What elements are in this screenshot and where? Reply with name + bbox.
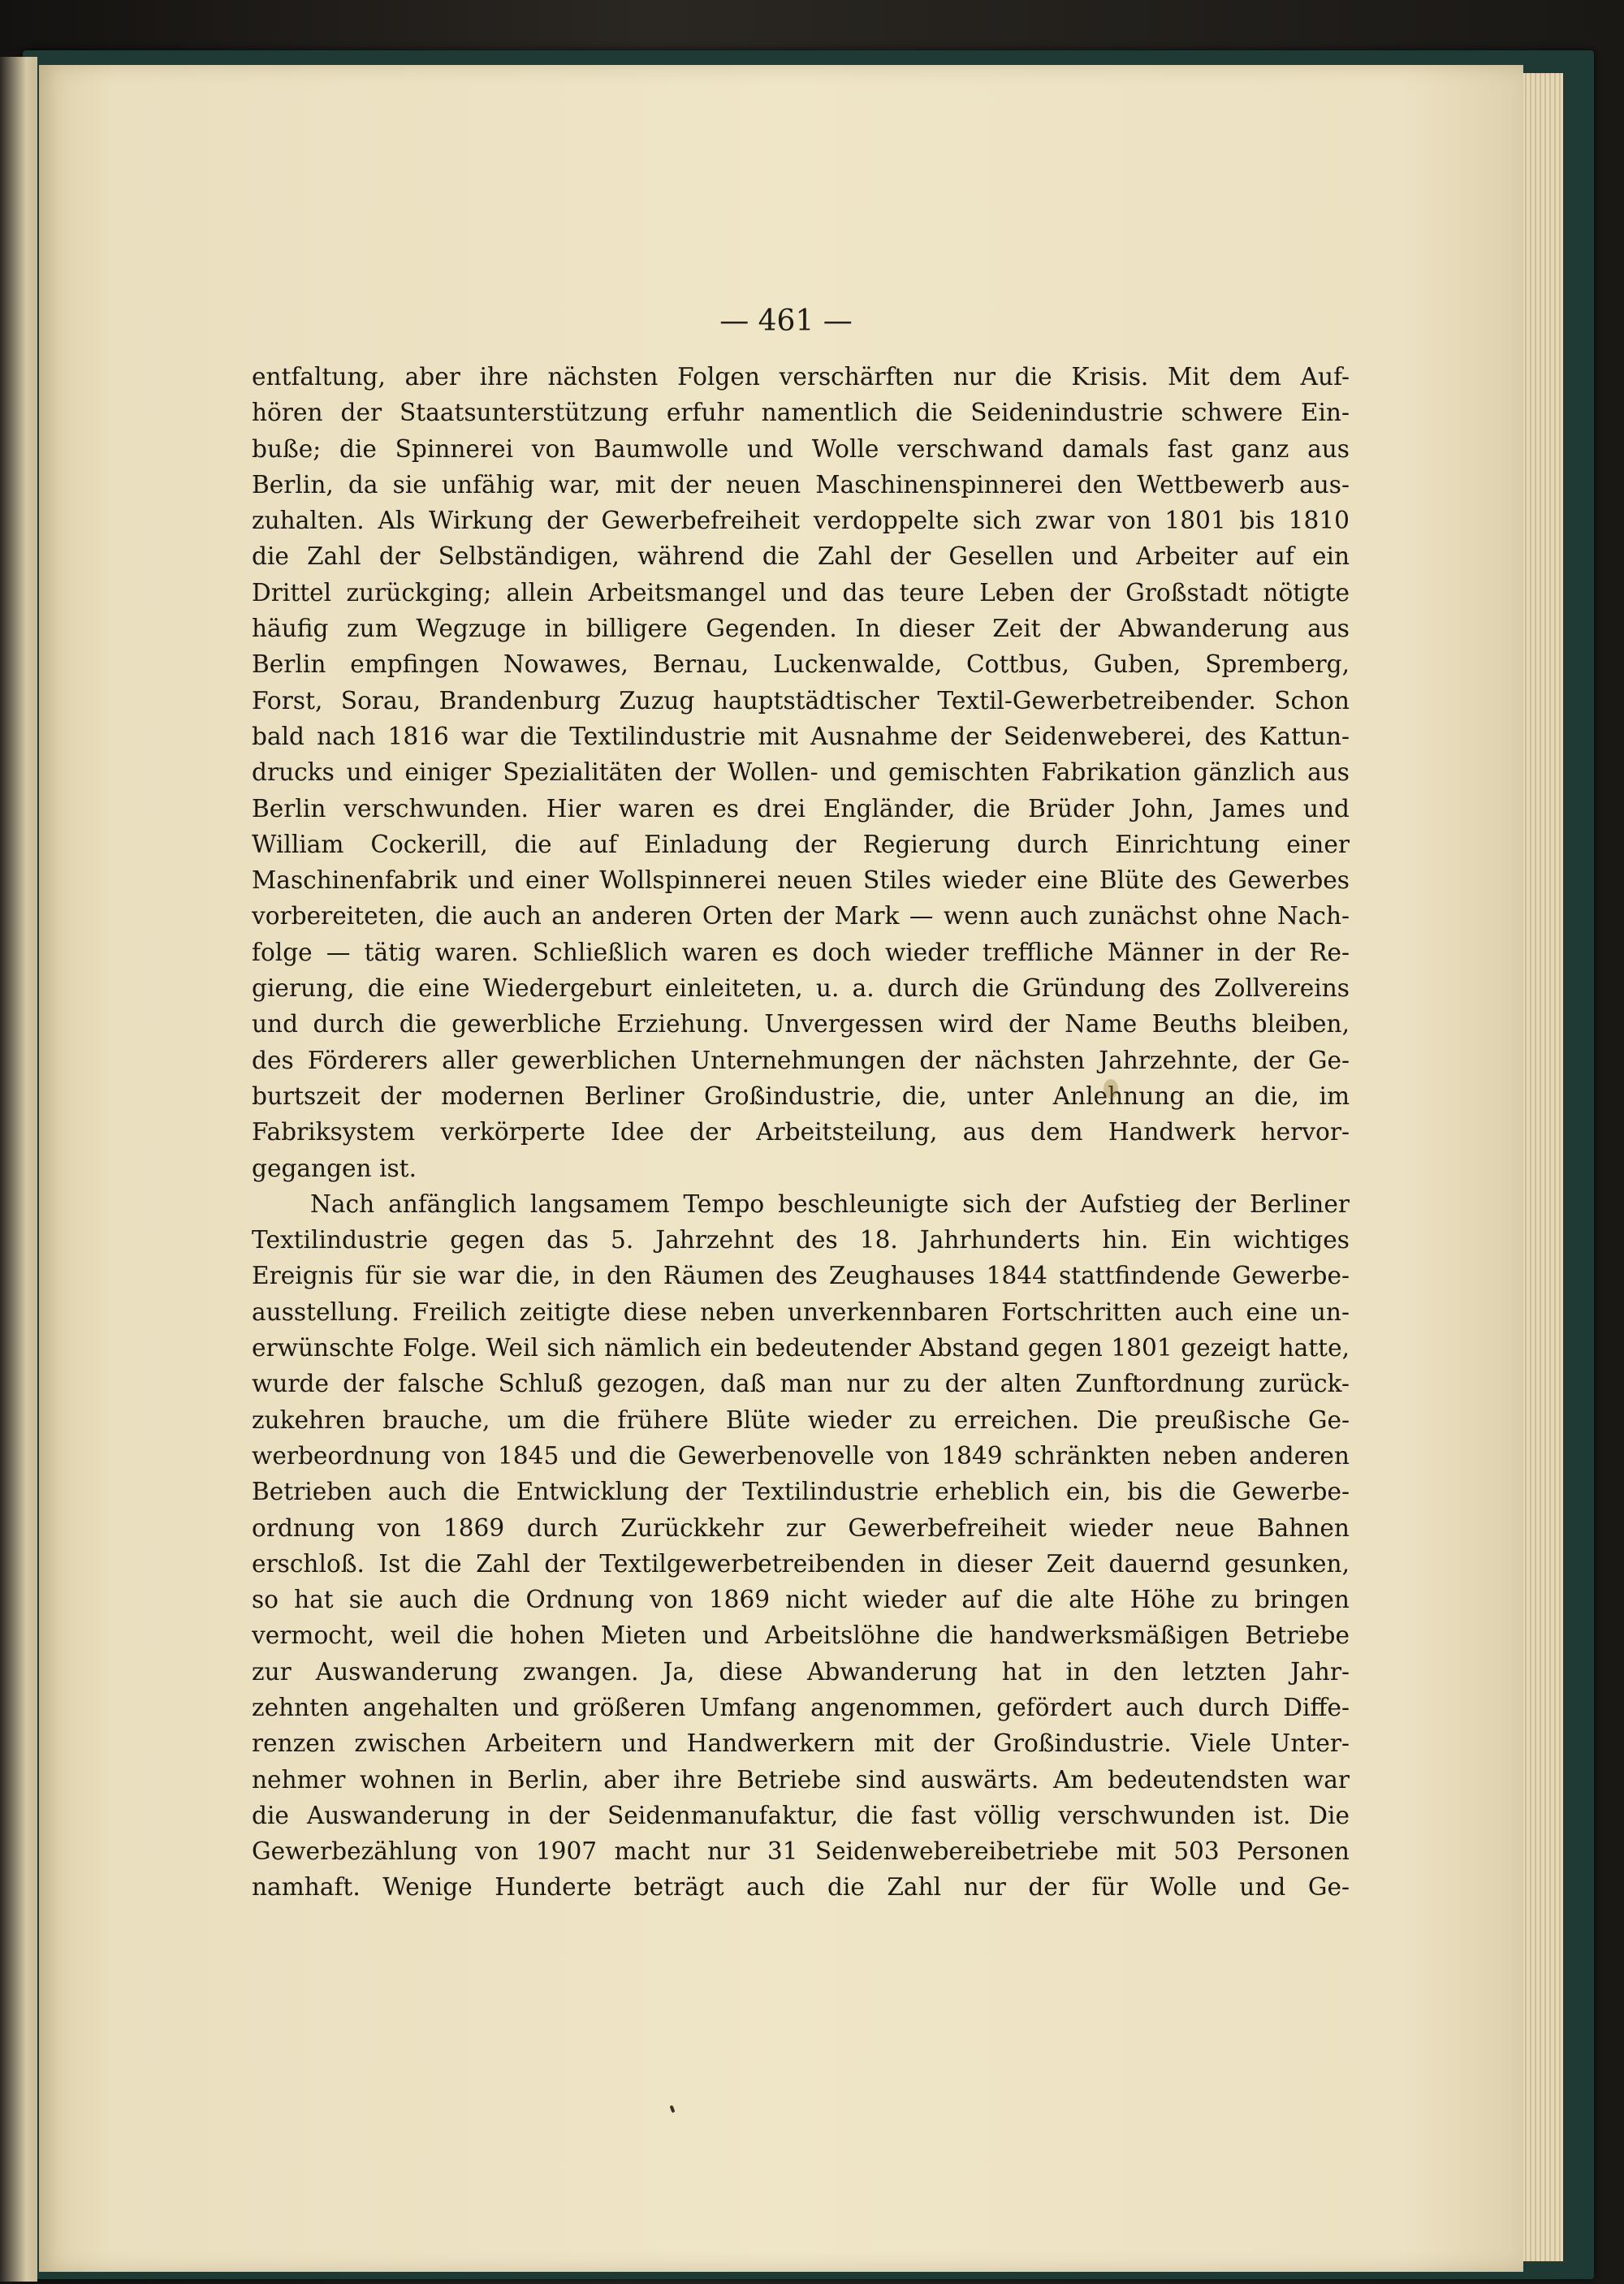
text-line: zuhalten. Als Wirkung der Gewerbefreiheit verdoppelte sich zwar von 1801 bis 1810 [252,507,1350,535]
text-line: buße; die Spinnerei von Baumwolle und Wolle verschwand damals fast ganz aus [252,434,1350,463]
text-line: wurde der falsche Schluß gezogen, daß man nur zu der alten Zunftordnung zurück- [252,1370,1350,1398]
text-line: Textilindustrie gegen das 5. Jahrzehnt des 18. Jahrhunderts hin. Ein wichtiges [252,1226,1350,1254]
text-line: Berlin, da sie unfähig war, mit der neuen Maschinenspinnerei den Wettbewerb aus- [252,470,1350,499]
text-line: gegangen ist. [252,1154,417,1182]
text-line: drucks und einiger Spezialitäten der Wollen- und gemischten Fabrikation gänzlich aus [252,758,1350,787]
text-line: Nach anfänglich langsamem Tempo beschleunigte sich der Aufstieg der Berliner [310,1189,1350,1218]
text-line: zehnten angehalten und größeren Umfang angenommen, gefördert auch durch Diffe- [252,1693,1350,1721]
text-line: vermocht, weil die hohen Mieten und Arbeitslöhne die handwerksmäßigen Betriebe [252,1621,1350,1650]
text-line: Drittel zurückging; allein Arbeitsmangel und das teure Leben der Großstadt nötigte [252,578,1350,607]
text-line: entfaltung, aber ihre nächsten Folgen verschärften nur die Krisis. Mit dem Auf- [252,363,1350,391]
text-line: erschloß. Ist die Zahl der Textilgewerbetreibenden in dieser Zeit dauernd gesunken, [252,1549,1350,1578]
text-line: häufig zum Wegzuge in billigere Gegenden. In dieser Zeit der Abwanderung aus [252,615,1350,643]
text-line: Berlin empfingen Nowawes, Bernau, Luckenwalde, Cottbus, Guben, Spremberg, [252,650,1350,679]
text-line: zur Auswanderung zwangen. Ja, diese Abwanderung hat in den letzten Jahr- [252,1657,1350,1686]
text-line: ordnung von 1869 durch Zurückkehr zur Gewerbefreiheit wieder neue Bahnen [252,1513,1350,1542]
text-line: Gewerbezählung von 1907 macht nur 31 Seidenwebereibetriebe mit 503 Personen [252,1837,1350,1866]
text-line: hören der Staatsunterstützung erfuhr namentlich die Seidenindustrie schwere Ein- [252,399,1350,427]
text-line: Ereignis für sie war die, in den Räumen des Zeughauses 1844 stattfindende Gewerbe- [252,1262,1350,1290]
text-line: bald nach 1816 war die Textilindustrie mit Ausnahme der Seidenweberei, des Kattun- [252,722,1350,750]
text-line: die Auswanderung in der Seidenmanufaktur, die fast völlig verschwunden ist. Die [252,1801,1350,1829]
text-line: gierung, die eine Wiedergeburt einleiteten, u. a. durch die Gründung des Zollvereins [252,974,1350,1003]
paper-speck [670,2105,676,2113]
text-line: renzen zwischen Arbeitern und Handwerkern mit der Großindustrie. Viele Unter- [252,1729,1350,1758]
text-line: Forst, Sorau, Brandenburg Zuzug hauptstädtischer Textil-Gewerbetreibender. Schon [252,686,1350,715]
text-line: so hat sie auch die Ordnung von 1869 nicht wieder auf die alte Höhe zu bringen [252,1586,1350,1614]
text-line: zukehren brauche, um die frühere Blüte wieder zu erreichen. Die preußische Ge- [252,1405,1350,1434]
text-line: nehmer wohnen in Berlin, aber ihre Betriebe sind auswärts. Am bedeutendsten war [252,1765,1350,1794]
text-line: erwünschte Folge. Weil sich nämlich ein bedeutender Abstand gegen 1801 gezeigt hatte, [252,1334,1350,1362]
text-line: werbeordnung von 1845 und die Gewerbenovelle von 1849 schränkten neben anderen [252,1441,1350,1470]
text-line: William Cockerill, die auf Einladung der Regierung durch Einrichtung einer [252,830,1350,858]
text-line: die Zahl der Selbständigen, während die Zahl der Gesellen und Arbeiter auf ein [252,542,1350,571]
text-line: Fabriksystem verkörperte Idee der Arbeitsteilung, aus dem Handwerk hervor- [252,1118,1350,1146]
text-line: namhaft. Wenige Hunderte beträgt auch die Zahl nur der für Wolle und Ge- [252,1873,1350,1902]
text-line: und durch die gewerbliche Erziehung. Unvergessen wird der Name Beuths bleiben, [252,1010,1350,1038]
text-line: folge — tätig waren. Schließlich waren es doch wieder treffliche Männer in der Re- [252,938,1350,966]
text-line: Berlin verschwunden. Hier waren es drei Engländer, die Brüder John, James und [252,794,1350,822]
text-line: des Förderers aller gewerblichen Unternehmungen der nächsten Jahrzehnte, der Ge- [252,1046,1350,1074]
text-line: vorbereiteten, die auch an anderen Orten der Mark — wenn auch zunächst ohne Nach- [252,902,1350,930]
text-line: Maschinenfabrik und einer Wollspinnerei neuen Stiles wieder eine Blüte des Gewerbes [252,866,1350,895]
body-text [252,359,1350,1906]
facing-page-edge [0,57,37,2282]
text-line: burtszeit der modernen Berliner Großindustrie, die, unter Anlehnung an die, im [252,1082,1350,1110]
text-line: ausstellung. Freilich zeitigte diese neben unverkennbaren Fortschritten auch eine un- [252,1297,1350,1326]
text-line: Betrieben auch die Entwicklung der Textilindustrie erheblich ein, bis die Gewerbe- [252,1478,1350,1506]
paper-stain [1104,1079,1118,1099]
book-page [39,65,1523,2272]
page-number: — 461 — [719,304,853,338]
